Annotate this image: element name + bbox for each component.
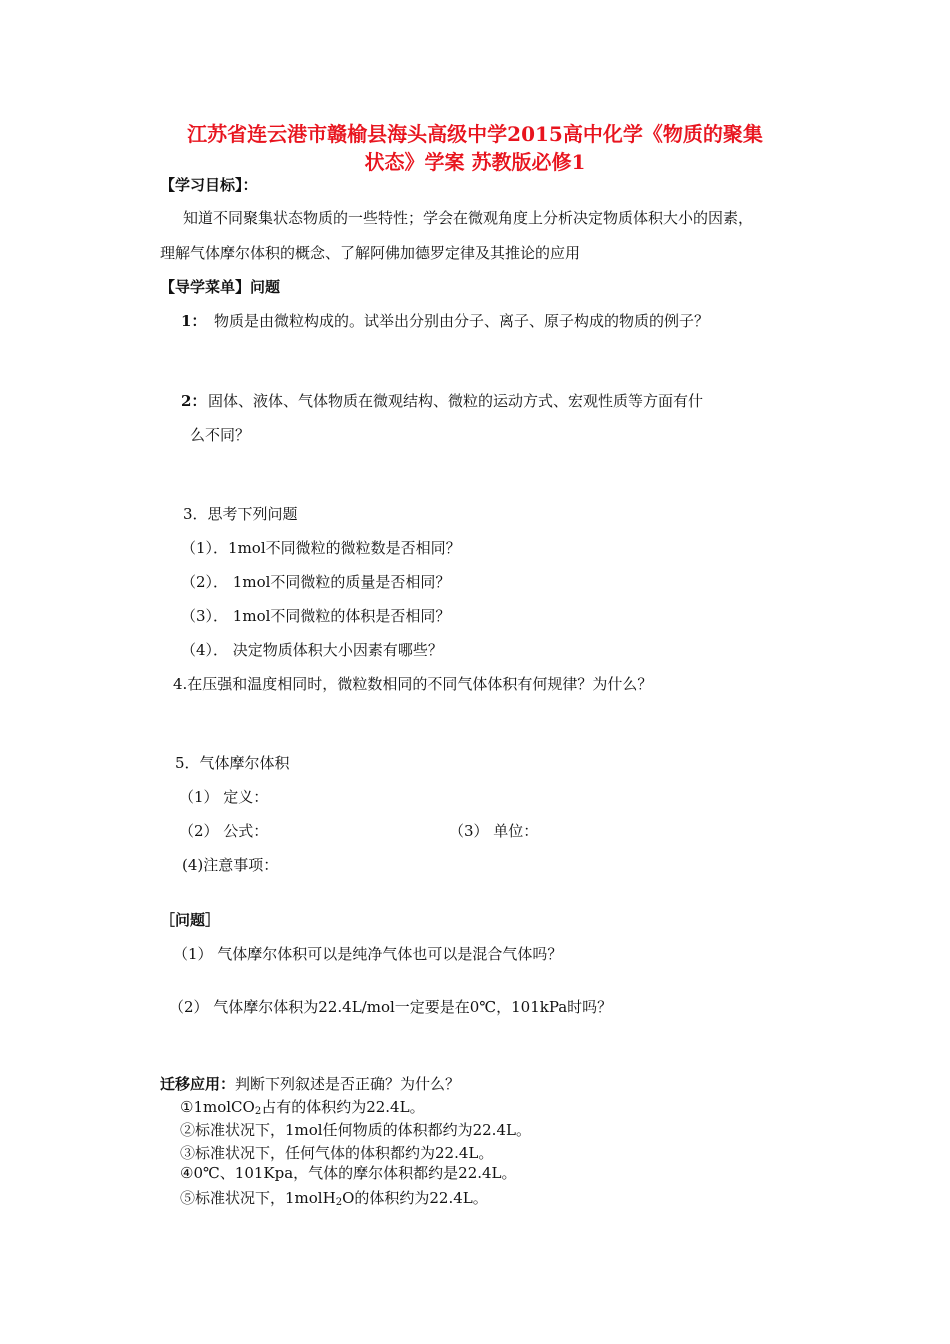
question-2: （2） 气体摩尔体积为22.4L/mol一定要是在0℃，101kPa时吗？: [169, 998, 613, 1016]
q3-item-1: （1）．1mol不同微粒的微粒数是否相同？: [181, 539, 461, 557]
transfer-item-5: [180, 1188, 488, 1213]
guide-heading: 【导学菜单】问题: [160, 278, 281, 296]
q3-item-3: （3）． 1mol不同微粒的体积是否相同？: [181, 607, 451, 625]
item1-subscript: 2: [254, 1106, 262, 1117]
document-title-line1: 江苏省连云港市赣榆县海头高级中学2015高中化学《物质的聚集: [187, 122, 763, 146]
q3-item-2: （2）． 1mol不同微粒的质量是否相同？: [181, 573, 451, 591]
q5-definition: （1） 定义：: [179, 788, 269, 806]
q2-number: 2：: [181, 392, 207, 410]
transfer-item-4: ④0℃、101Kpa，气体的摩尔体积都约是22.4L。: [180, 1164, 517, 1182]
q3-item-4: （4）． 决定物质体积大小因素有哪些？: [181, 641, 443, 659]
q5-unit: （3） 单位：: [449, 822, 539, 840]
transfer-item-2: ②标准状况下，1mol任何物质的体积都约为22.4L。: [180, 1121, 531, 1139]
objectives-heading: 【学习目标】：: [160, 176, 258, 194]
q2-text: 固体、液体、气体物质在微观结构、微粒的运动方式、宏观性质等方面有什: [208, 392, 704, 410]
document-title-line2: 状态》学案 苏教版必修1: [364, 150, 586, 174]
q5-notes: (4)注意事项：: [182, 856, 279, 874]
q5-heading: 5．气体摩尔体积: [175, 754, 290, 772]
q3-heading: 3．思考下列问题: [183, 505, 298, 523]
q4-text: 4.在压强和温度相同时，微粒数相同的不同气体体积有何规律？为什么？: [173, 675, 653, 693]
transfer-item-1: [180, 1097, 425, 1122]
objectives-line2: 理解气体摩尔体积的概念、了解阿佛加德罗定律及其推论的应用: [160, 244, 581, 262]
question-1: （1） 气体摩尔体积可以是纯净气体也可以是混合气体吗？: [173, 945, 563, 963]
questions-heading: ［问题］: [160, 911, 221, 929]
q2-continuation: 么不同？: [190, 426, 251, 444]
item5-subscript: 2: [335, 1197, 343, 1208]
transfer-line: [160, 1074, 460, 1094]
item1-suffix: 占有的体积约为22.4L。: [261, 1098, 425, 1116]
transfer-prompt: 判断下列叙述是否正确？为什么？: [235, 1075, 461, 1093]
item5-suffix: O的体积约为22.4L。: [342, 1189, 488, 1207]
item1-prefix: ①1molCO: [180, 1098, 255, 1116]
q1-number: 1：: [181, 312, 207, 330]
q5-formula: （2） 公式：: [179, 822, 269, 840]
q1-text: 物质是由微粒构成的。试举出分别由分子、离子、原子构成的物质的例子？: [214, 312, 710, 330]
objectives-line1: 知道不同聚集状态物质的一些特性；学会在微观角度上分析决定物质体积大小的因素，: [183, 209, 754, 227]
transfer-heading: 迁移应用：: [160, 1075, 236, 1093]
item5-prefix: ⑤标准状况下，1molH: [180, 1189, 336, 1207]
transfer-item-3: ③标准状况下，任何气体的体积都约为22.4L。: [180, 1144, 494, 1162]
